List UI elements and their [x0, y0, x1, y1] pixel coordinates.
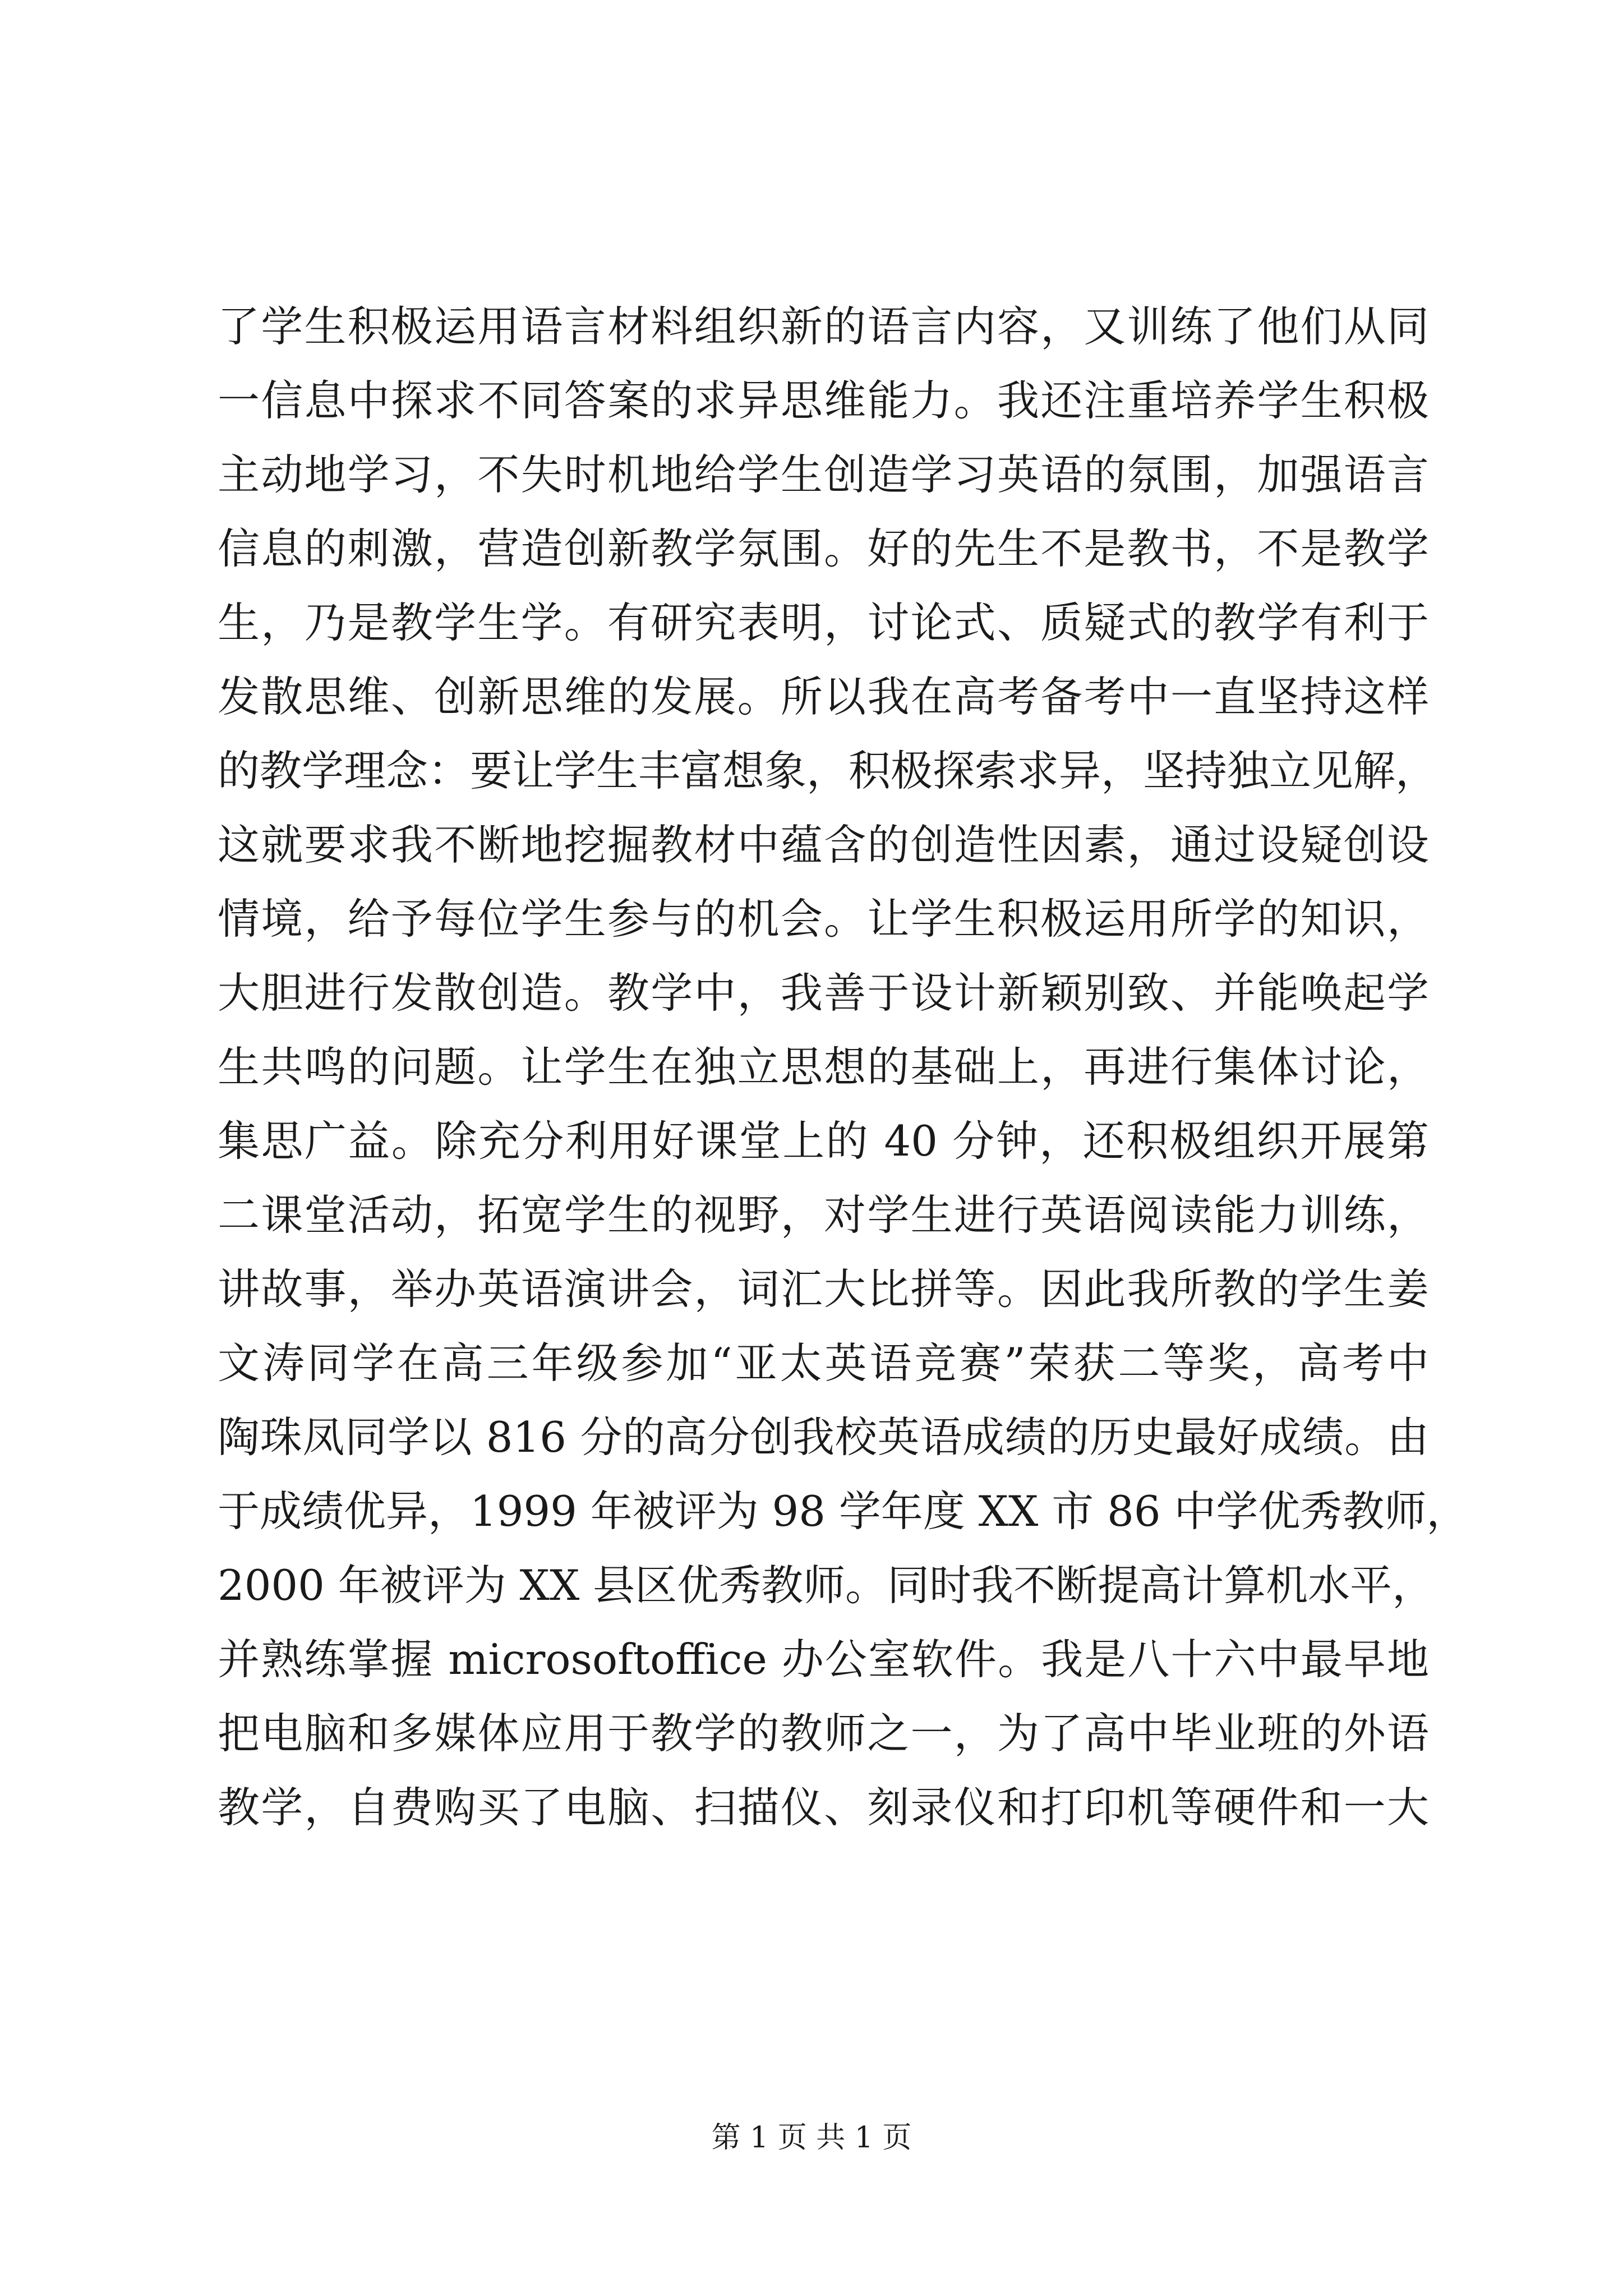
text-line: 发散思维、创新思维的发展。所以我在高考备考中一直坚持这样	[218, 672, 1429, 721]
text-line: 的教学理念：要让学生丰富想象，积极探索求异，坚持独立见解，	[218, 746, 1438, 795]
text-line: 信息的刺激，营造创新教学氛围。好的先生不是教书，不是教学	[218, 524, 1429, 573]
text-line: 文涛同学在高三年级参加“亚太英语竞赛”荣获二等奖，高考中	[218, 1338, 1429, 1388]
text-line: 情境，给予每位学生参与的机会。让学生积极运用所学的知识，	[218, 894, 1429, 944]
text-line: 大胆进行发散创造。教学中，我善于设计新颖别致、并能唤起学	[218, 968, 1429, 1018]
text-line: 2000 年被评为 XX 县区优秀教师。同时我不断提高计算机水平，	[218, 1561, 1435, 1610]
text-line: 二课堂活动，拓宽学生的视野，对学生进行英语阅读能力训练，	[218, 1190, 1429, 1240]
text-line: 并熟练掌握 microsoftoffice 办公室软件。我是八十六中最早地	[218, 1635, 1429, 1684]
text-line: 陶珠凤同学以 816 分的高分创我校英语成绩的历史最好成绩。由	[218, 1412, 1429, 1462]
text-line: 这就要求我不断地挖掘教材中蕴含的创造性因素，通过设疑创设	[218, 820, 1429, 869]
text-line: 主动地学习，不失时机地给学生创造学习英语的氛围，加强语言	[218, 450, 1429, 499]
body-text	[218, 289, 1469, 1844]
text-line: 于成绩优异，1999 年被评为 98 学年度 XX 市 86 中学优秀教师，	[218, 1487, 1469, 1536]
text-line: 教学，自费购买了电脑、扫描仪、刻录仪和打印机等硬件和一大	[218, 1783, 1429, 1832]
text-line: 了学生积极运用语言材料组织新的语言内容，又训练了他们从同	[218, 302, 1429, 351]
page-footer: 第 1 页 共 1 页	[711, 2121, 912, 2155]
text-line: 讲故事，举办英语演讲会，词汇大比拼等。因此我所教的学生姜	[218, 1264, 1429, 1314]
text-line: 生，乃是教学生学。有研究表明，讨论式、质疑式的教学有利于	[218, 598, 1429, 647]
text-line: 生共鸣的问题。让学生在独立思想的基础上，再进行集体讨论，	[218, 1042, 1429, 1092]
text-line: 集思广益。除充分利用好课堂上的 40 分钟，还积极组织开展第	[218, 1116, 1429, 1166]
text-line: 把电脑和多媒体应用于教学的教师之一，为了高中毕业班的外语	[218, 1709, 1429, 1758]
text-line: 一信息中探求不同答案的求异思维能力。我还注重培养学生积极	[218, 376, 1429, 425]
